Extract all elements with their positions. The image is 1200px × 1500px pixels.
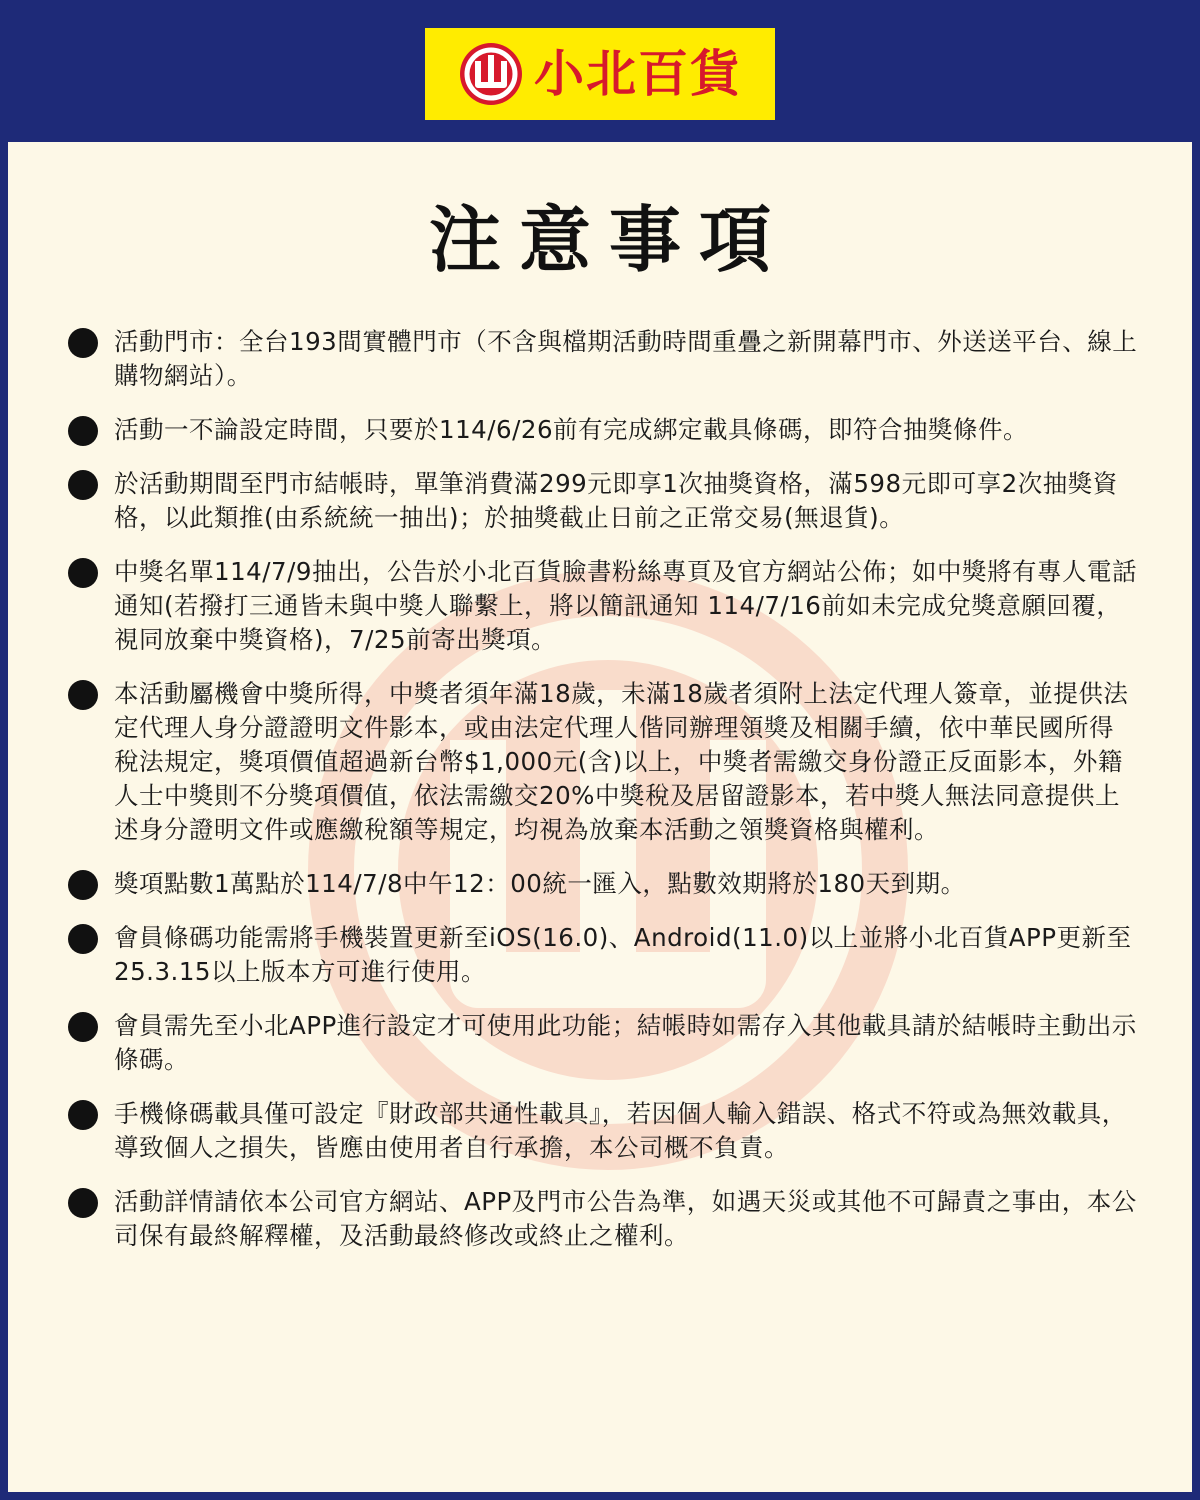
bullet-icon [68,416,98,446]
note-text: 會員需先至小北APP進行設定才可使用此功能；結帳時如需存入其他載具請於結帳時主動出示條碼。 [114,1011,1137,1074]
bullet-icon [68,924,98,954]
list-item [68,867,1138,901]
bullet-icon [68,1188,98,1218]
bullet-icon [68,328,98,358]
note-text: 活動一不論設定時間，只要於114/6/26前有完成綁定載具條碼，即符合抽獎條件。 [114,415,1029,444]
header-bar [0,0,1200,142]
bullet-icon [68,558,98,588]
note-text: 獎項點數1萬點於114/7/8中午12：00統一匯入，點數效期將於180天到期。 [114,869,966,898]
bullet-icon [68,470,98,500]
bullet-icon [68,870,98,900]
brand-logo [422,25,778,123]
note-text: 中獎名單114/7/9抽出，公告於小北百貨臉書粉絲專頁及官方網站公佈；如中獎將有專人電話通知(若撥打三通皆未與中獎人聯繫上，將以簡訊通知 114/7/16前如未完成兌獎意願回覆，視同放棄中獎資格)，7/25前寄出獎項。 [114,557,1137,654]
list-item [68,921,1138,989]
notice-panel [8,142,1192,1492]
page-title: 注意事項 [428,198,789,282]
list-item [68,555,1138,657]
note-text: 手機條碼載具僅可設定『財政部共通性載具』，若因個人輸入錯誤、格式不符或為無效載具，導致個人之損失，皆應由使用者自行承擔，本公司概不負責。 [114,1099,1127,1162]
bullet-icon [68,1100,98,1130]
list-item [68,1009,1138,1077]
note-text: 於活動期間至門市結帳時，單筆消費滿299元即享1次抽獎資格，滿598元即可享2次抽獎資格，以此類推(由系統統一抽出)；於抽獎截止日前之正常交易(無退貨)。 [114,469,1118,532]
notes-list [68,325,1138,1273]
note-text: 會員條碼功能需將手機裝置更新至iOS(16.0)、Android(11.0)以上並將小北百貨APP更新至25.3.15以上版本方可進行使用。 [114,923,1132,986]
list-item [68,1185,1138,1253]
note-text: 活動門市：全台193間實體門市（不含與檔期活動時間重疊之新開幕門市、外送送平台、線上購物網站）。 [114,327,1138,390]
list-item [68,325,1138,393]
list-item [68,677,1138,847]
list-item [68,1097,1138,1165]
bullet-icon [68,1012,98,1042]
list-item [68,413,1138,447]
bullet-icon [68,680,98,710]
note-text: 本活動屬機會中獎所得，中獎者須年滿18歲，未滿18歲者須附上法定代理人簽章，並提供法定代理人身分證證明文件影本，或由法定代理人偕同辦理領獎及相關手續，依中華民國所得稅法規定，獎項價值超過新台幣$1,000元(含)以上，中獎者需繳交身份證正反面影本，外籍人士中獎則不分獎項價值，依法需繳交20%中獎稅及居留證影本，若中獎人無法同意提供上述身分證明文件或應繳稅額等規定，均視為放棄本活動之領獎資格與權利。 [114,679,1129,844]
note-text: 活動詳情請依本公司官方網站、APP及門市公告為準，如遇天災或其他不可歸責之事由，本公司保有最終解釋權，及活動最終修改或終止之權利。 [114,1187,1137,1250]
brand-name: 小北百貨 [534,45,742,103]
xiaobei-logo-icon [458,41,524,107]
list-item [68,467,1138,535]
